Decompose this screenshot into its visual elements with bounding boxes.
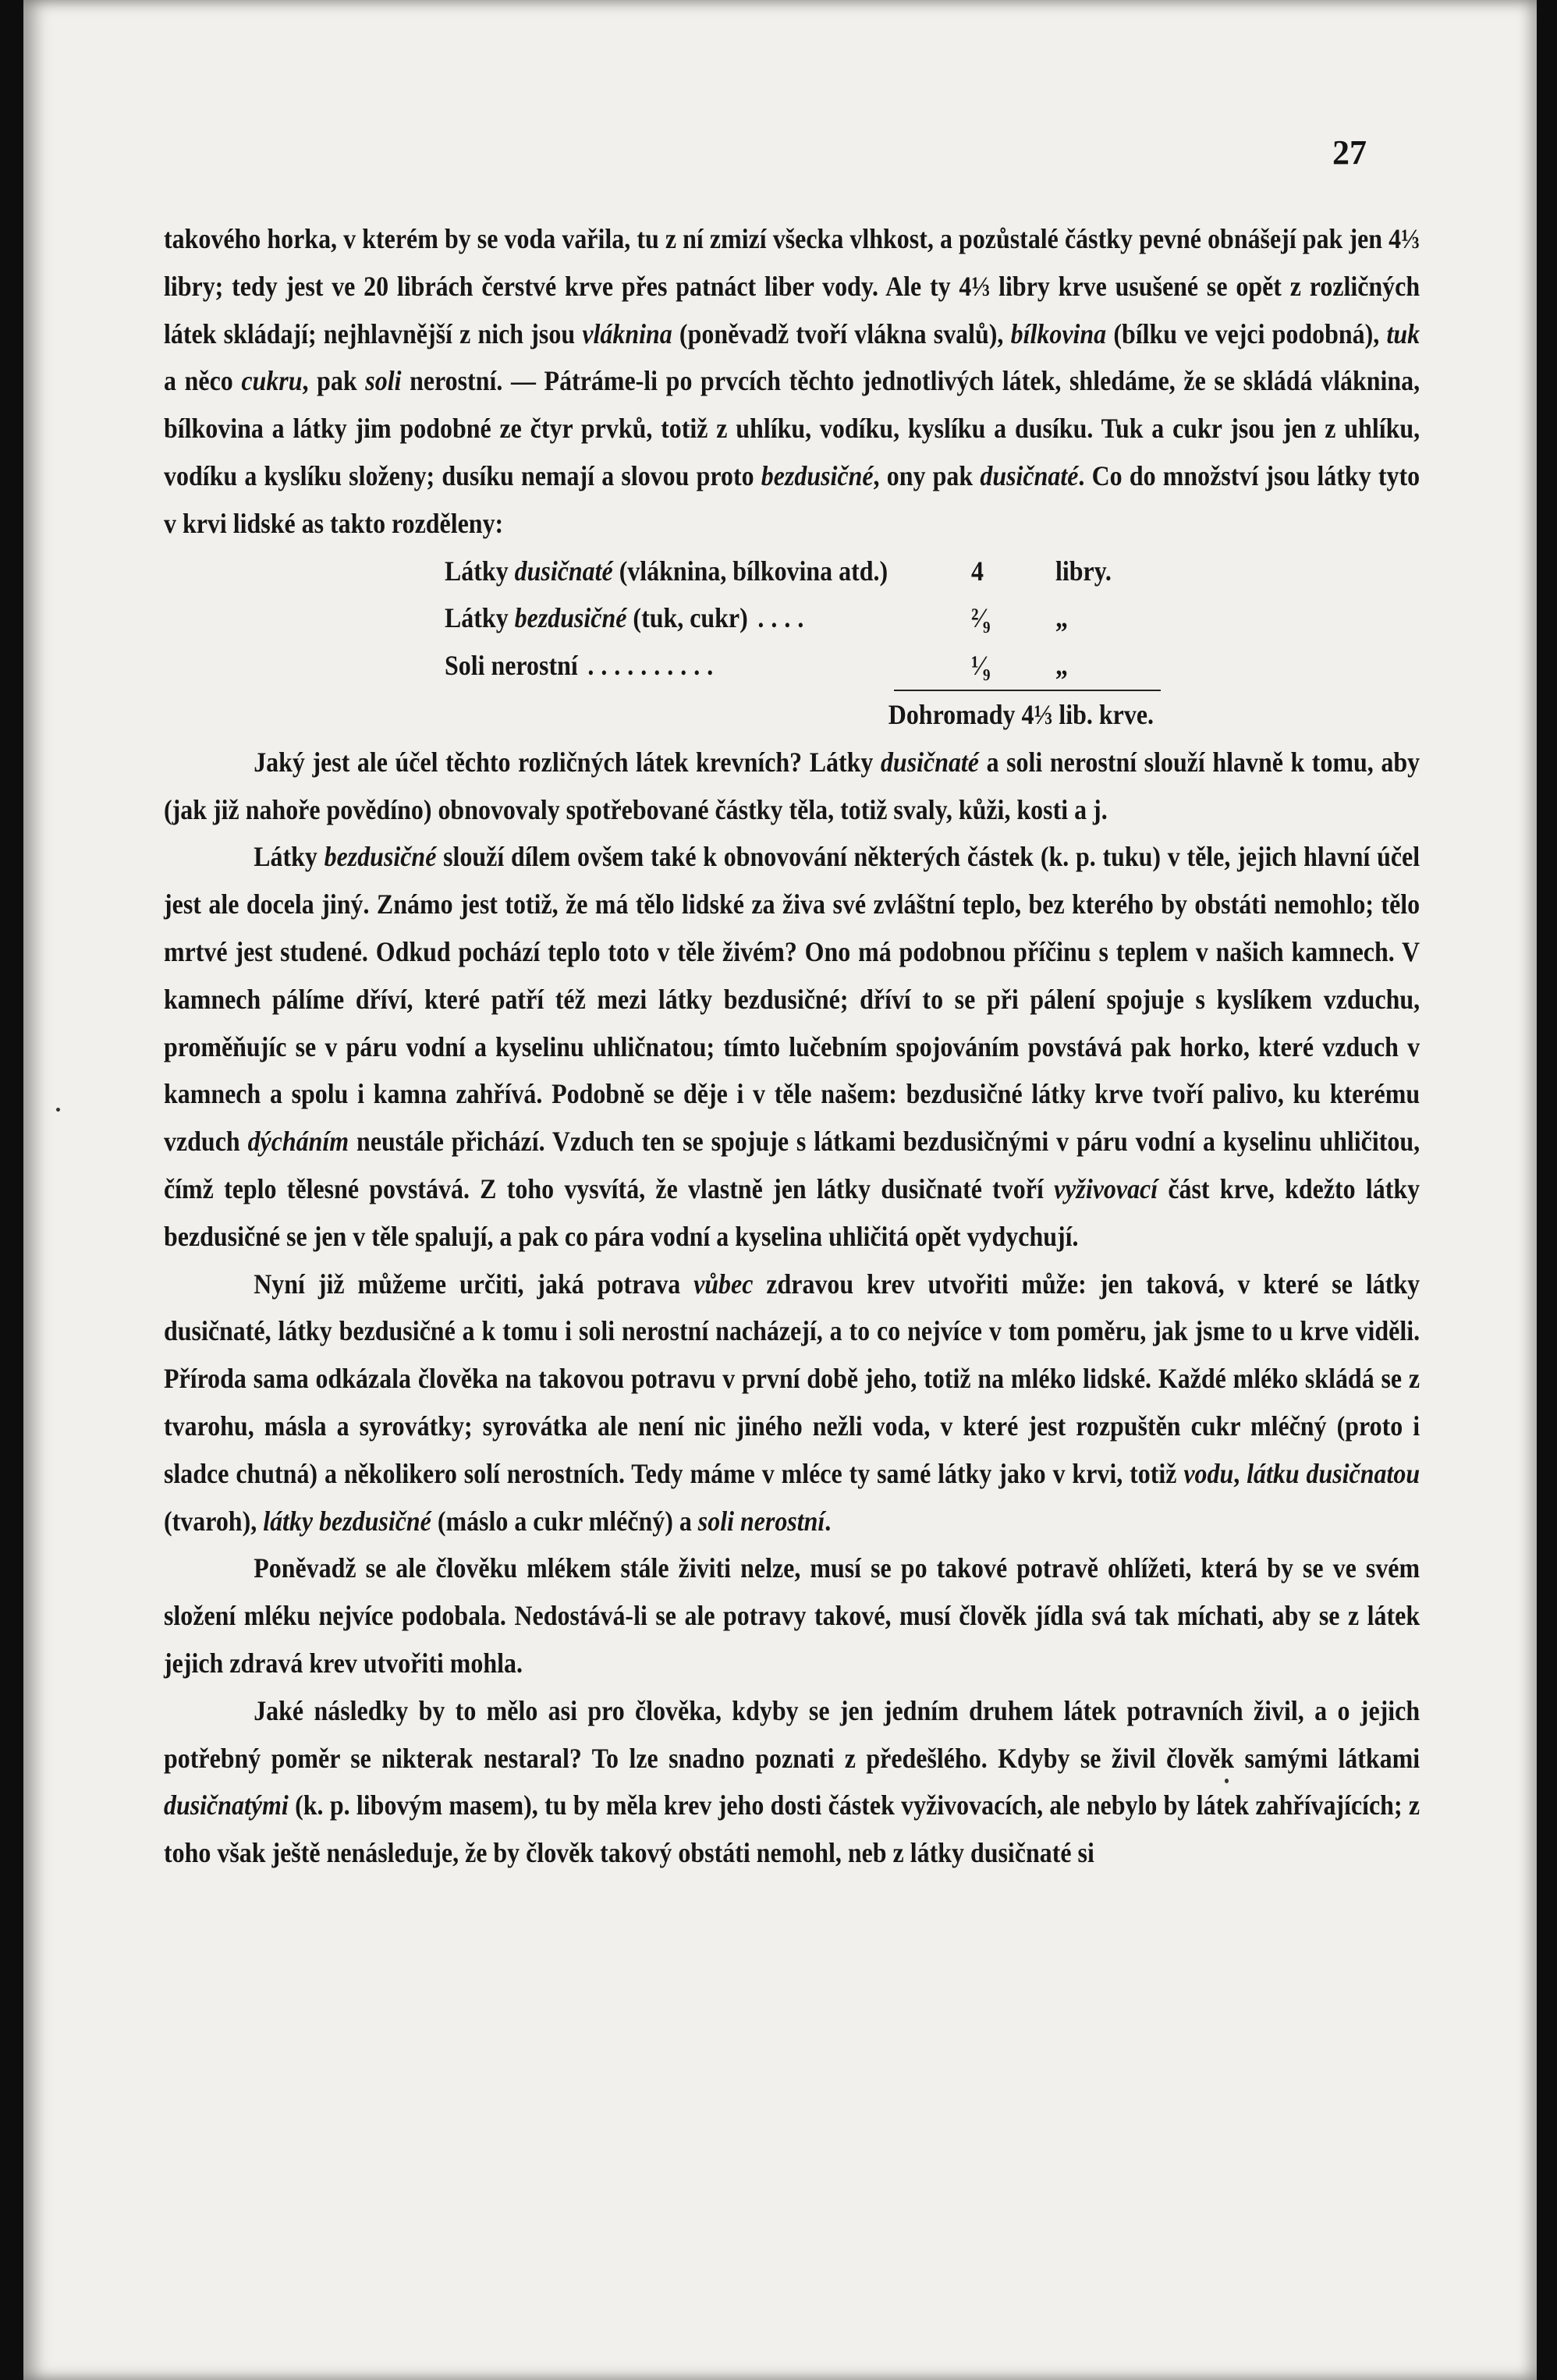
emphasized-term: dusičnatými bbox=[164, 1789, 289, 1821]
text-run: nerostní. — Pátráme-li po prvcích těchto jednotlivých látek, shledáme, že se skládá vláknina, bílkovina a látky jim podobné ze čtyr prvků, totiž z uhlíku, vodíku, kyslíku a dusíku. Tuk a cukr jsou jen z uhlíku, vodíku a kyslíku složeny; dusíku nemají a slovou proto bbox=[164, 365, 1420, 491]
table-row-unit: libry. bbox=[1055, 555, 1112, 587]
table-total-text: Dohromady 4⅓ lib. krve. bbox=[888, 698, 1154, 730]
emphasized-term: dýcháním bbox=[247, 1126, 349, 1158]
text-run: slouží dílem ovšem také k obnovování některých částek (k. p. tuku) v těle, jejich hlavní účel jest ale docela jiný. Známo jest totiž, že má tělo lidské za živa své zvláštní teplo, bez kterého by obstáti nemohlo; tělo mrtvé jest studené. Odkud pochází teplo toto v těle živém? Ono má podobnou příčinu s teplem v našich kamnech. V kamnech pálíme dříví, které patří též mezi látky bezdusičné; dříví to se při pálení spojuje s kyslíkem vzduchu, proměňujíc se v páru vodní a kyselinu uhličnatou; tímto lučebním spojováním povstává pak horko, které vzduch v kamnech a spolu i kamna zahřívá. Podobně se děje i v těle našem: bezdusičné látky krve tvoří palivo, ku kterému vzduch bbox=[164, 841, 1420, 1158]
page-number: 27 bbox=[1332, 133, 1367, 172]
page-body bbox=[164, 215, 1420, 1877]
table-row-unit: „ bbox=[1055, 650, 1068, 682]
emphasized-term: dusičnaté bbox=[980, 459, 1079, 491]
paragraph bbox=[164, 1545, 1420, 1687]
emphasized-term: cukru bbox=[241, 365, 303, 397]
text-run: (poněvadž tvoří vlákna svalů), bbox=[672, 317, 1011, 349]
text-run: Nyní již můžeme určiti, jaká potrava bbox=[254, 1268, 694, 1300]
print-speck bbox=[1225, 1779, 1229, 1783]
book-page bbox=[23, 0, 1537, 2380]
text-run: Látky bbox=[254, 841, 325, 873]
text-run: (k. p. libovým masem), tu by měla krev jeho dosti částek vyživovacích, ale nebylo by látek zahřívajících; z toho však ještě nenásleduje, že by člověk takový obstáti nemohl, neb z látky dusičnaté si bbox=[164, 1789, 1420, 1869]
text-run: Jaký jest ale účel těchto rozličných látek krevních? Látky bbox=[254, 746, 881, 778]
text-run: a soli nerostní slouží hlavně k tomu, aby (jak již nahoře povědíno) obnovovaly spotřebované částky těla, totiž svaly, kůži, kosti a j. bbox=[164, 746, 1420, 825]
emphasized-term: soli nerostní bbox=[697, 1505, 825, 1537]
table-row-unit: „ bbox=[1055, 602, 1068, 634]
emphasized-term: vláknina bbox=[582, 317, 672, 349]
text-run: část krve, kdežto látky bezdusičné se jen v těle spalují, a pak co pára vodní a kyselina uhličitá opět vydychují. bbox=[164, 1172, 1420, 1252]
table-row-value: 4 bbox=[971, 555, 984, 587]
paragraphs-after-table bbox=[164, 739, 1420, 1877]
text-run: takového horka, v kterém by se voda vařila, tu z ní zmizí všecka vlhkost, a pozůstalé částky pevné obnášejí pak jen 4⅓ libry; tedy jest ve 20 librách čerstvé krve přes patnáct liber vody. Ale ty 4⅓ libry krve usušené se opět z rozličných látek skládají; nejhlavnější z nich jsou bbox=[164, 223, 1420, 349]
paragraph bbox=[164, 739, 1420, 834]
text-run: . bbox=[825, 1505, 832, 1537]
paragraph bbox=[164, 1261, 1420, 1545]
emphasized-term: tuk bbox=[1386, 317, 1420, 349]
table-row-value: ¹⁄₉ bbox=[971, 650, 991, 682]
table-row-label: Látky bezdusičné (tuk, cukr) bbox=[445, 602, 748, 634]
paragraph bbox=[164, 215, 1420, 548]
table-row-label: Soli nerostní bbox=[445, 650, 578, 682]
emphasized-term: vodu bbox=[1183, 1457, 1234, 1489]
emphasized-term: látky bezdusičné bbox=[263, 1505, 431, 1537]
table-row-leader: .......... bbox=[587, 650, 721, 682]
text-run: zdravou krev utvořiti může: jen taková, v které se látky dusičnaté, látky bezdusičné a k tomu i soli nerostní nacházejí, a to co nejvíce v tom poměru, jak jsme to u krve viděli. Příroda sama odkázala člověka na takovou potravu v první době jeho, totiž na mléko lidské. Každé mléko skládá se z tvarohu, másla a syrovátky; syrovátka ale není nic jiného nežli voda, v které jest rozpuštěn cukr mléčný (proto i sladce chutná) a několikero solí nerostních. Tedy máme v mléce ty samé látky jako v krvi, totiž bbox=[164, 1268, 1420, 1489]
text-run: Poněvadž se ale člověku mlékem stále živiti nelze, musí se po takové potravě ohlížeti, která by se ve svém složení mléku nejvíce podobala. Nedostává-li se ale potravy takové, musí člověk jídla svá tak míchati, aby se z látek jejich zdravá krev utvořiti mohla. bbox=[164, 1552, 1420, 1679]
table-row bbox=[445, 642, 1175, 690]
table-row-leader: .... bbox=[757, 602, 811, 634]
paragraph bbox=[164, 833, 1420, 1260]
table-row-label: Látky dusičnaté (vláknina, bílkovina atd.) bbox=[445, 555, 888, 587]
table-total bbox=[445, 691, 1175, 739]
emphasized-term: soli bbox=[365, 365, 402, 397]
emphasized-term: bezdusičné bbox=[761, 459, 874, 491]
text-run: (bílku ve vejci podobná), bbox=[1106, 317, 1387, 349]
emphasized-term: látku dusičnatou bbox=[1247, 1457, 1420, 1489]
paragraph bbox=[164, 1687, 1420, 1877]
table-row-value: ²⁄₉ bbox=[971, 602, 991, 634]
blood-composition-table bbox=[445, 548, 1175, 739]
text-run: , bbox=[1233, 1457, 1247, 1489]
table-row bbox=[445, 548, 1175, 595]
text-run: (máslo a cukr mléčný) a bbox=[431, 1505, 698, 1537]
text-run: a něco bbox=[164, 365, 242, 397]
emphasized-term: bezdusičné bbox=[324, 841, 437, 873]
text-run: Jaké následky by to mělo asi pro člověka, kdyby se jen jedním druhem látek potravních živil, a o jejich potřebný poměr se nikterak nestaral? To lze snadno poznati z předešlého. Kdyby se živil člověk samými látkami bbox=[164, 1694, 1420, 1774]
text-run: (tvaroh), bbox=[164, 1505, 264, 1537]
text-run: neustále přichází. Vzduch ten se spojuje s látkami bezdusičnými v páru vodní a kyselinu uhličitou, čímž teplo tělesné povstává. Z toho vysvítá, že vlastně jen látky dusičnaté tvoří bbox=[164, 1126, 1420, 1204]
emphasized-term: dusičnaté bbox=[880, 746, 979, 778]
text-run: , pak bbox=[302, 365, 366, 397]
table-row bbox=[445, 594, 1175, 642]
paragraphs-before-table bbox=[164, 215, 1420, 548]
emphasized-term: vyživovací bbox=[1054, 1172, 1158, 1204]
emphasized-term: vůbec bbox=[693, 1268, 754, 1300]
emphasized-term: bílkovina bbox=[1010, 317, 1107, 349]
text-run: . Co do množství jsou látky tyto v krvi lidské as takto rozděleny: bbox=[164, 459, 1420, 539]
print-speck bbox=[56, 1108, 60, 1112]
text-run: , ony pak bbox=[873, 459, 981, 491]
